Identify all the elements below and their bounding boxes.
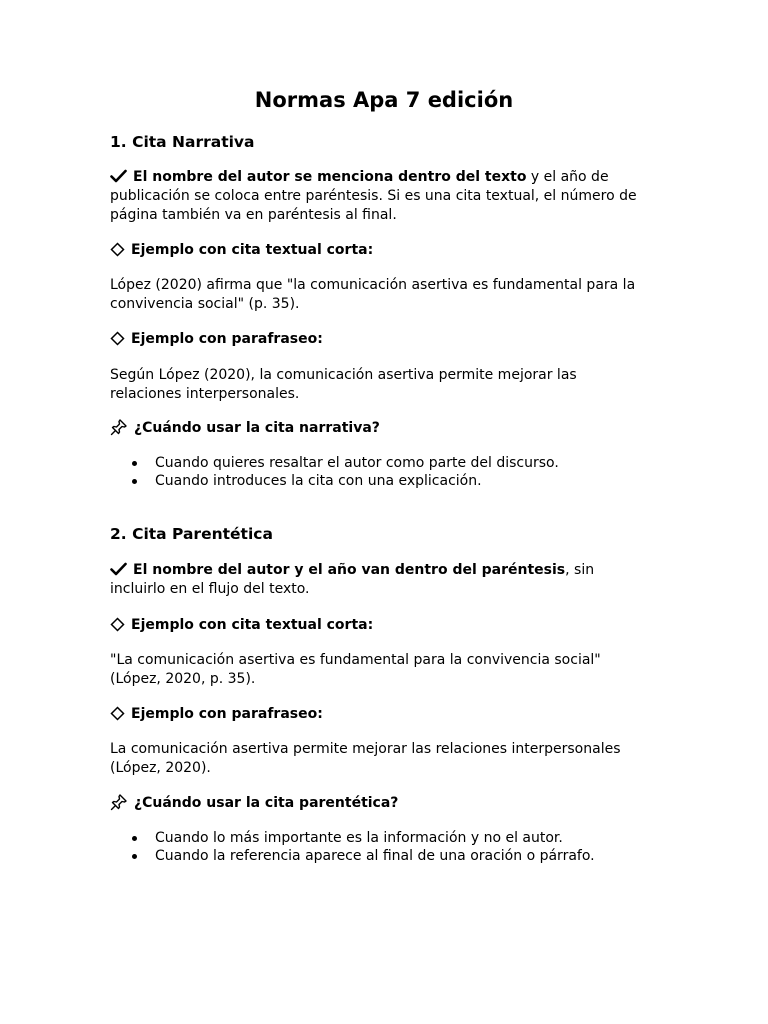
section2-example-quote-text: "La comunicación asertiva es fundamental para la convivencia social" (López, 2020, p. 35). [110,652,601,687]
section1-intro-bold: El nombre del autor se menciona dentro del texto [133,169,527,185]
pushpin-icon [110,418,128,436]
section1-example-quote-text: López (2020) afirma que "la comunicación asertiva es fundamental para la convivencia social" (p. 35). [110,277,636,312]
section2-intro-rest: , sin incluirlo en el flujo del texto. [110,562,595,597]
section1-example-quote-heading [110,241,373,260]
section2-when-list [110,829,670,865]
list-item [110,454,670,472]
list-item-text: Cuando quieres resaltar el autor como parte del discurso. [155,455,559,471]
section1-example-paraphrase-text: Según López (2020), la comunicación asertiva permite mejorar las relaciones interpersonales. [110,367,577,402]
pushpin-icon [110,793,128,811]
check-mark-icon [110,169,127,183]
check-mark-icon [110,562,127,576]
diamond-outline-icon [110,617,125,632]
section2-example-quote-heading-label: Ejemplo con cita textual corta: [131,617,374,633]
section2-example-paraphrase-text: La comunicación asertiva permite mejorar las relaciones interpersonales (López, 2020). [110,741,621,776]
section1-intro-paragraph [110,168,650,225]
bullet-icon [132,836,137,841]
section1-example-paraphrase-heading-label: Ejemplo con parafraseo: [131,331,323,347]
list-item [110,829,670,847]
section1-example-quote-heading-label: Ejemplo con cita textual corta: [131,242,374,258]
section1-example-paraphrase-heading [110,330,323,349]
list-item-text: Cuando introduces la cita con una explicación. [155,473,482,489]
list-item [110,847,670,865]
bullet-icon [132,854,137,859]
section1-when-heading [110,419,380,438]
section1-intro-rest: y el año de publicación se coloca entre paréntesis. Si es una cita textual, el número de página también va en paréntesis al final. [110,169,637,223]
section2-when-heading [110,794,398,813]
section2-example-paraphrase-heading-label: Ejemplo con parafraseo: [131,706,323,722]
section1-when-heading-label: ¿Cuándo usar la cita narrativa? [134,420,380,436]
list-item-text: Cuando la referencia aparece al final de una oración o párrafo. [155,848,595,864]
section2-example-quote-heading [110,616,373,635]
diamond-outline-icon [110,706,125,721]
section-heading-cita-parentetica: 2. Cita Parentética [110,525,273,543]
section1-when-list [110,454,670,490]
section2-example-paraphrase-heading [110,705,323,724]
section2-when-heading-label: ¿Cuándo usar la cita parentética? [134,795,399,811]
section2-intro-paragraph [110,561,650,599]
document-title: Normas Apa 7 edición [254,88,514,112]
list-item [110,472,670,490]
section2-intro-bold: El nombre del autor y el año van dentro del paréntesis [133,562,566,578]
section-heading-cita-narrativa: 1. Cita Narrativa [110,133,255,151]
bullet-icon [132,479,137,484]
list-item-text: Cuando lo más importante es la información y no el autor. [155,830,563,846]
bullet-icon [132,461,137,466]
diamond-outline-icon [110,242,125,257]
diamond-outline-icon [110,331,125,346]
